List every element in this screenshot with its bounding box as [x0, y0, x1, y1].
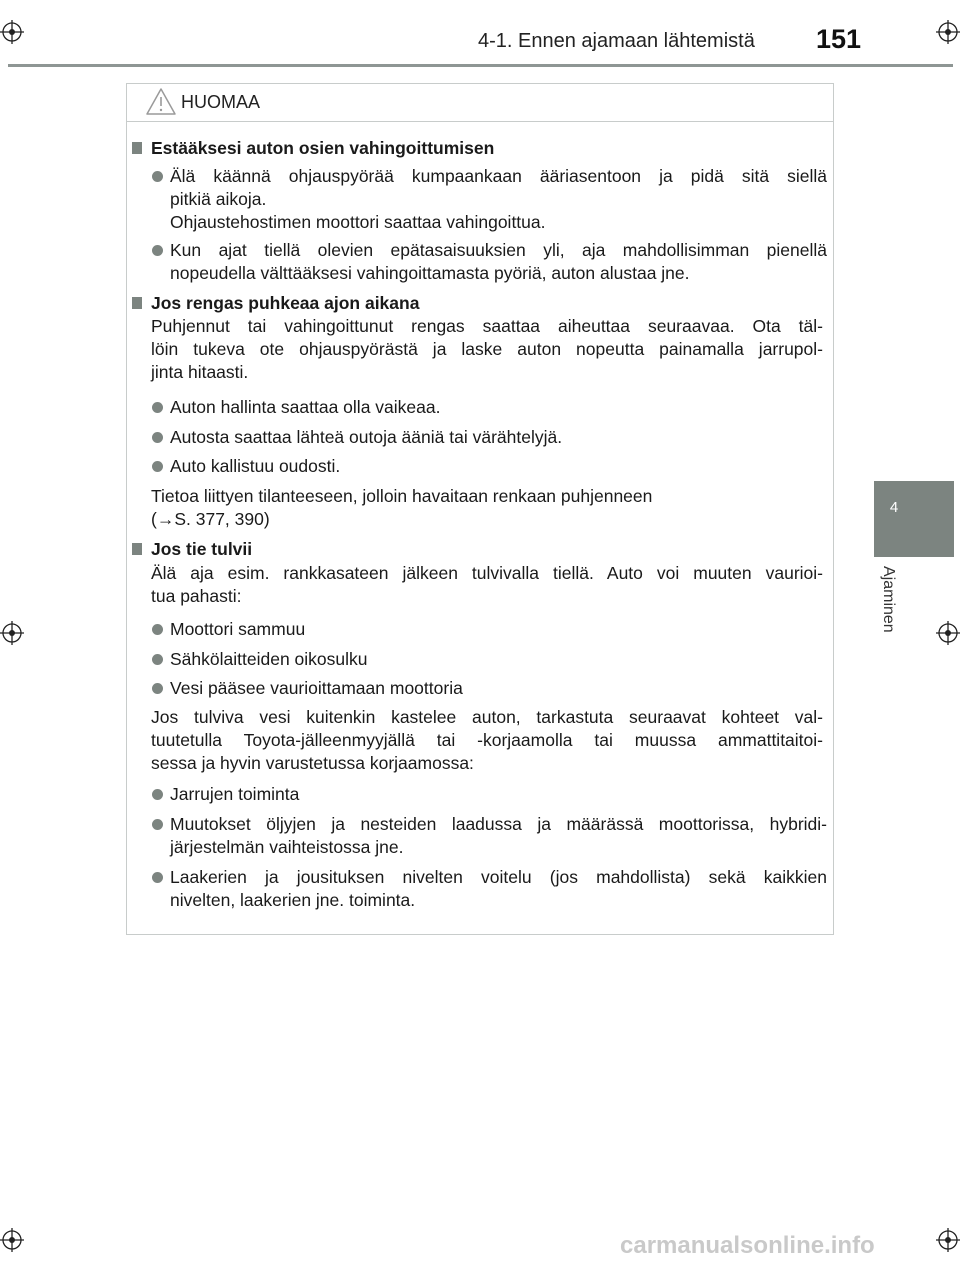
bullet-text: Auton hallinta saattaa olla vaikeaa. [170, 397, 441, 417]
square-bullet-icon [132, 297, 142, 309]
bullet-line: Laakerien ja jousituksen nivelten voitelu (jos mahdollista) sekä kaikkien [170, 867, 827, 887]
bullet-item [151, 866, 827, 912]
bullet-text: Sähkölaitteiden oikosulku [170, 649, 368, 669]
watermark: carmanualsonline.info [620, 1232, 875, 1259]
section-heading-text: Estääksesi auton osien vahingoittumisen [151, 138, 495, 158]
paragraph-line: Tietoa liittyen tilanteeseen, jolloin havaitaan renkaan puhjenneen [151, 486, 653, 506]
paragraph-line: Älä aja esim. rankkasateen jälkeen tulvivalla tiellä. Auto voi muuten vaurioi- [151, 563, 823, 583]
paragraph [151, 485, 823, 531]
bullet-text: Autosta saattaa lähteä outoja ääniä tai värähtelyjä. [170, 427, 563, 447]
paragraph-line: jinta hitaasti. [151, 362, 249, 382]
notice-box [126, 83, 834, 935]
section-header: 4-1. Ennen ajamaan lähtemistä [478, 30, 755, 52]
bullet-item [151, 455, 827, 478]
round-bullet-icon [152, 171, 163, 182]
bullet-text: Auto kallistuu oudosti. [170, 456, 341, 476]
notice-header [127, 84, 833, 122]
bullet-line: Ohjaustehostimen moottori saattaa vahingoittua. [170, 212, 546, 232]
section-heading-text: Jos rengas puhkeaa ajon aikana [151, 293, 420, 313]
round-bullet-icon [152, 402, 163, 413]
header-rule [8, 64, 953, 67]
registration-mark-icon [936, 1228, 960, 1252]
round-bullet-icon [152, 789, 163, 800]
round-bullet-icon [152, 432, 163, 443]
paragraph-line: tua pahasti: [151, 586, 242, 606]
bullet-item [151, 648, 827, 671]
bullet-line: nopeudella välttääksesi vahingoittamasta pyöriä, auton alustaa jne. [170, 263, 690, 283]
bullet-line: pitkiä aikoja. [170, 189, 267, 209]
paragraph-line: sessa ja hyvin varustetussa korjaamossa: [151, 753, 474, 773]
bullet-item [151, 165, 827, 234]
bullet-line: järjestelmän vaihteistossa jne. [170, 837, 404, 857]
warning-triangle-icon [145, 87, 177, 117]
round-bullet-icon [152, 245, 163, 256]
round-bullet-icon [152, 461, 163, 472]
section-heading-text: Jos tie tulvii [151, 539, 253, 559]
bullet-line: nivelten, laakerien jne. toiminta. [170, 890, 416, 910]
bullet-item [151, 396, 827, 419]
bullet-line: Kun ajat tiellä olevien epätasaisuuksien yli, aja mahdollisimman pienellä [170, 240, 827, 260]
round-bullet-icon [152, 683, 163, 694]
chapter-tab [874, 481, 954, 557]
bullet-item [151, 677, 827, 700]
bullet-item [151, 239, 827, 285]
chapter-side-label [869, 566, 909, 646]
cross-reference[interactable]: (→S. 377, 390) [151, 509, 270, 529]
paragraph-line: tuutetulla Toyota-jälleenmyyjällä tai -korjaamolla tai muussa ammattitaitoi- [151, 730, 823, 750]
bullet-text: Jarrujen toiminta [170, 784, 300, 804]
round-bullet-icon [152, 624, 163, 635]
paragraph-line: Jos tulviva vesi kuitenkin kastelee auton, tarkastuta seuraavat kohteet val- [151, 707, 823, 727]
square-bullet-icon [132, 543, 142, 555]
bullet-line: Muutokset öljyjen ja nesteiden laadussa ja määrässä moottorissa, hybridi- [170, 814, 827, 834]
registration-mark-icon [0, 621, 24, 645]
bullet-item [151, 426, 827, 449]
chapter-number: 4 [889, 499, 899, 516]
page-number: 151 [816, 24, 862, 54]
paragraph [151, 706, 823, 775]
bullet-item [151, 618, 827, 641]
bullet-line: Älä käännä ohjauspyörää kumpaankaan ääriasentoon ja pidä sitä siellä [170, 166, 827, 186]
chapter-label-text: Ajaminen [880, 566, 897, 633]
paragraph-line: Puhjennut tai vahingoittunut rengas saattaa aiheuttaa seuraavaa. Ota täl- [151, 316, 823, 336]
paragraph [151, 562, 823, 608]
bullet-item [151, 783, 827, 806]
bullet-item [151, 813, 827, 859]
round-bullet-icon [152, 872, 163, 883]
round-bullet-icon [152, 819, 163, 830]
bullet-text: Vesi pääsee vaurioittamaan moottoria [170, 678, 463, 698]
paragraph [151, 315, 823, 384]
notice-title: HUOMAA [181, 92, 261, 112]
square-bullet-icon [132, 142, 142, 154]
registration-mark-icon [0, 20, 24, 44]
registration-mark-icon [936, 621, 960, 645]
registration-mark-icon [936, 20, 960, 44]
bullet-text: Moottori sammuu [170, 619, 306, 639]
round-bullet-icon [152, 654, 163, 665]
paragraph-line: löin tukeva ote ohjauspyörästä ja laske auton nopeutta painamalla jarrupol- [151, 339, 823, 359]
registration-mark-icon [0, 1228, 24, 1252]
